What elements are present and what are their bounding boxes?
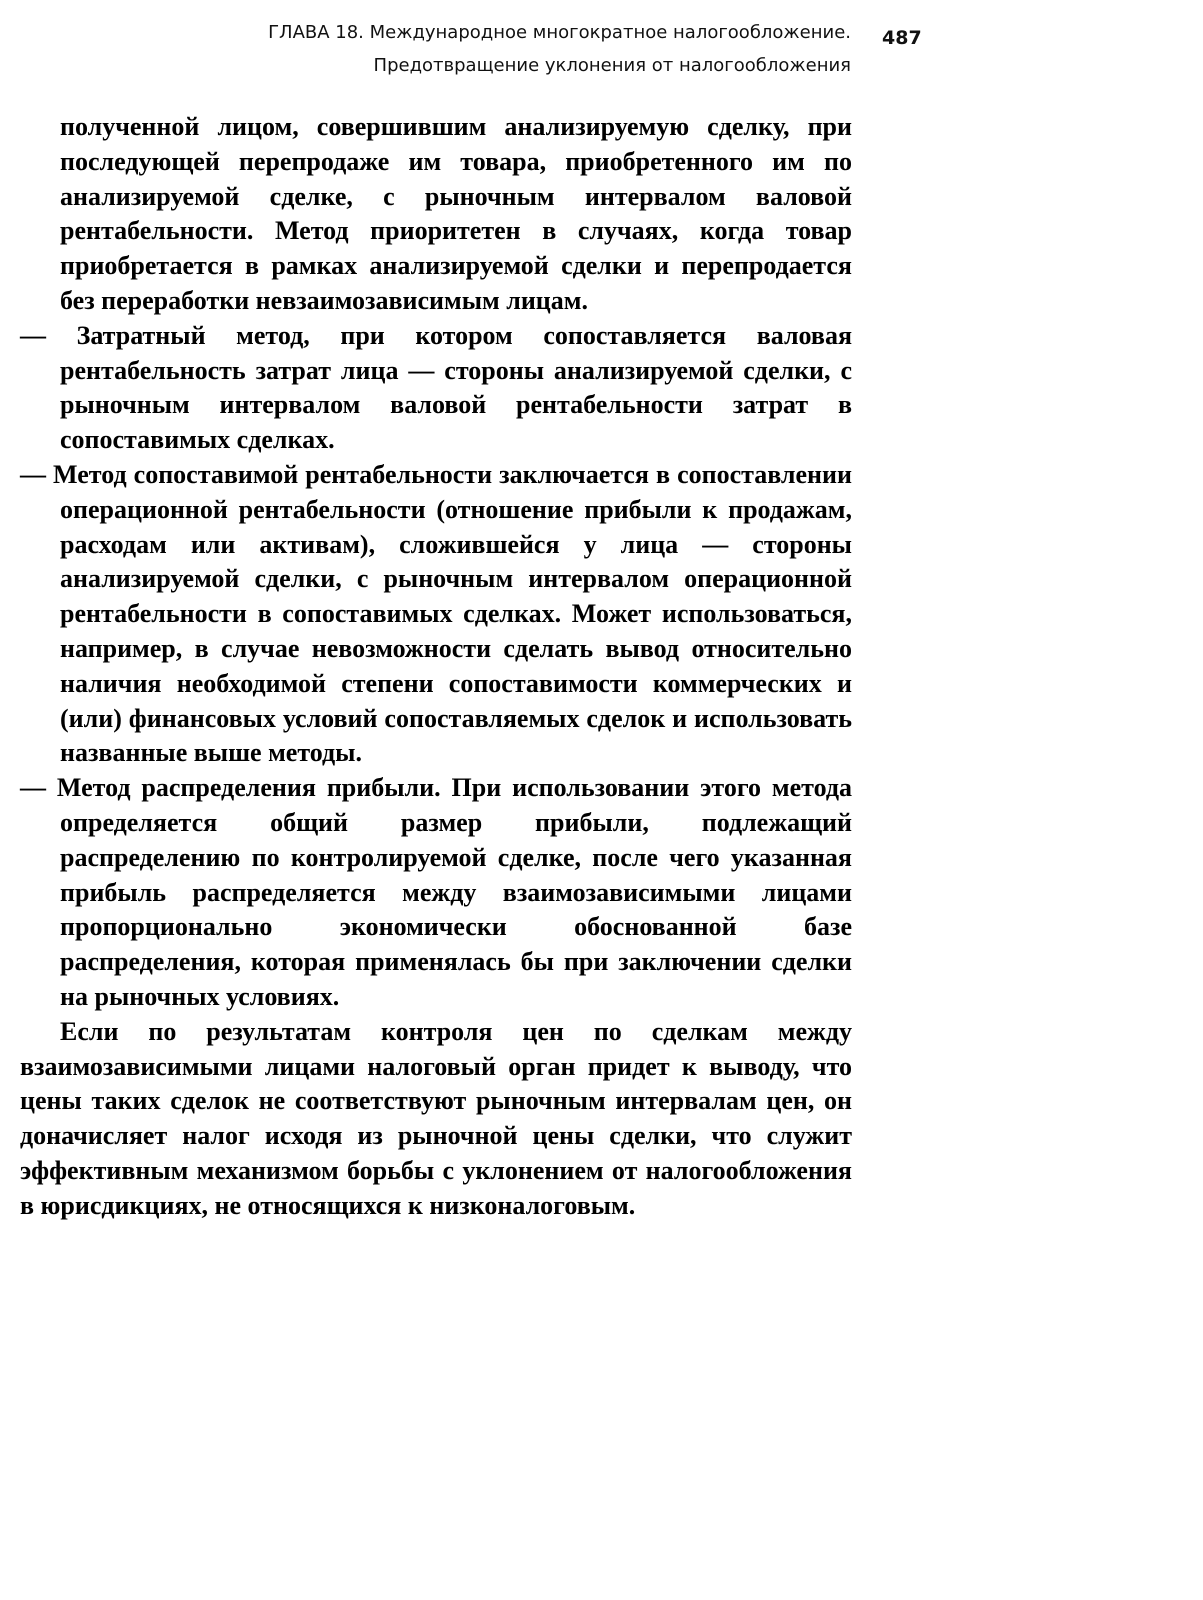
page-number: 487: [882, 27, 922, 49]
final-paragraph: Если по результатам контроля цен по сделкам между взаимозависимыми лицами налоговый орган придет к выводу, что цены таких сделок не соответствуют рыночным интервалам цен, он доначисляет налог исходя из рыночной цены сделки, что служит эффективным механизмом борьбы с уклонением от налогообложения в юрисдикциях, не относящихся к низконалоговым.: [20, 1016, 852, 1220]
running-head-chapter: ГЛАВА 18. Международное многократное налогообложение.: [268, 22, 851, 43]
list-item-comparable-profitability: [20, 458, 852, 771]
list-item-text: При использовании этого метода определяется общий размер прибыли, подлежащий распределению по контролируемой сделке, после чего указанная прибыль распределяется между взаимозависимыми лицами пропорционально экономически обоснованной базе распределения, которая применялась бы при заключении сделки на рыночных условиях.: [60, 773, 852, 1011]
running-head-subtitle: Предотвращение уклонения от налогообложения: [373, 55, 851, 76]
list-item-profit-split: [20, 771, 852, 1015]
list-item-text: при котором сопоставляется валовая рентабельность затрат лица — стороны анализируемой сделки, с рыночным интервалом валовой рентабельности затрат в сопоставимых сделках.: [60, 320, 853, 455]
list-item-cost-method: [20, 319, 852, 458]
continuation-paragraph: полученной лицом, совершившим анализируемую сделку, при последующей перепродаже им товара, приобретенного им по анализируемой сделке, с рыночным интервалом валовой рентабельности. Метод приоритетен в случаях, когда товар приобретается в рамках анализируемой сделки и перепродается без переработки невзаимозависимым лицам.: [60, 112, 852, 315]
list-item-text: заключается в сопоставлении операционной рентабельности (отношение прибыли к продажам, расходам или активам), сложившейся у лица — стороны анализируемой сделки, с рыночным интервалом операционной рентабельности в сопоставимых сделках. Может использоваться, например, в случае невозможности сделать вывод относительно наличия необходимой степени сопоставимости коммерческих и (или) финансовых условий сопоставляемых сделок и использовать названные выше методы.: [60, 459, 852, 768]
term-profit-split: Метод распределения прибыли.: [56, 773, 441, 803]
list-dash: —: [20, 773, 57, 803]
term-cost-method: Затратный метод,: [76, 320, 310, 350]
body-text: [20, 110, 852, 1224]
list-dash: —: [20, 320, 77, 350]
term-comparable-profitability: Метод сопоставимой рентабельности: [53, 459, 493, 489]
list-dash: —: [20, 459, 54, 489]
